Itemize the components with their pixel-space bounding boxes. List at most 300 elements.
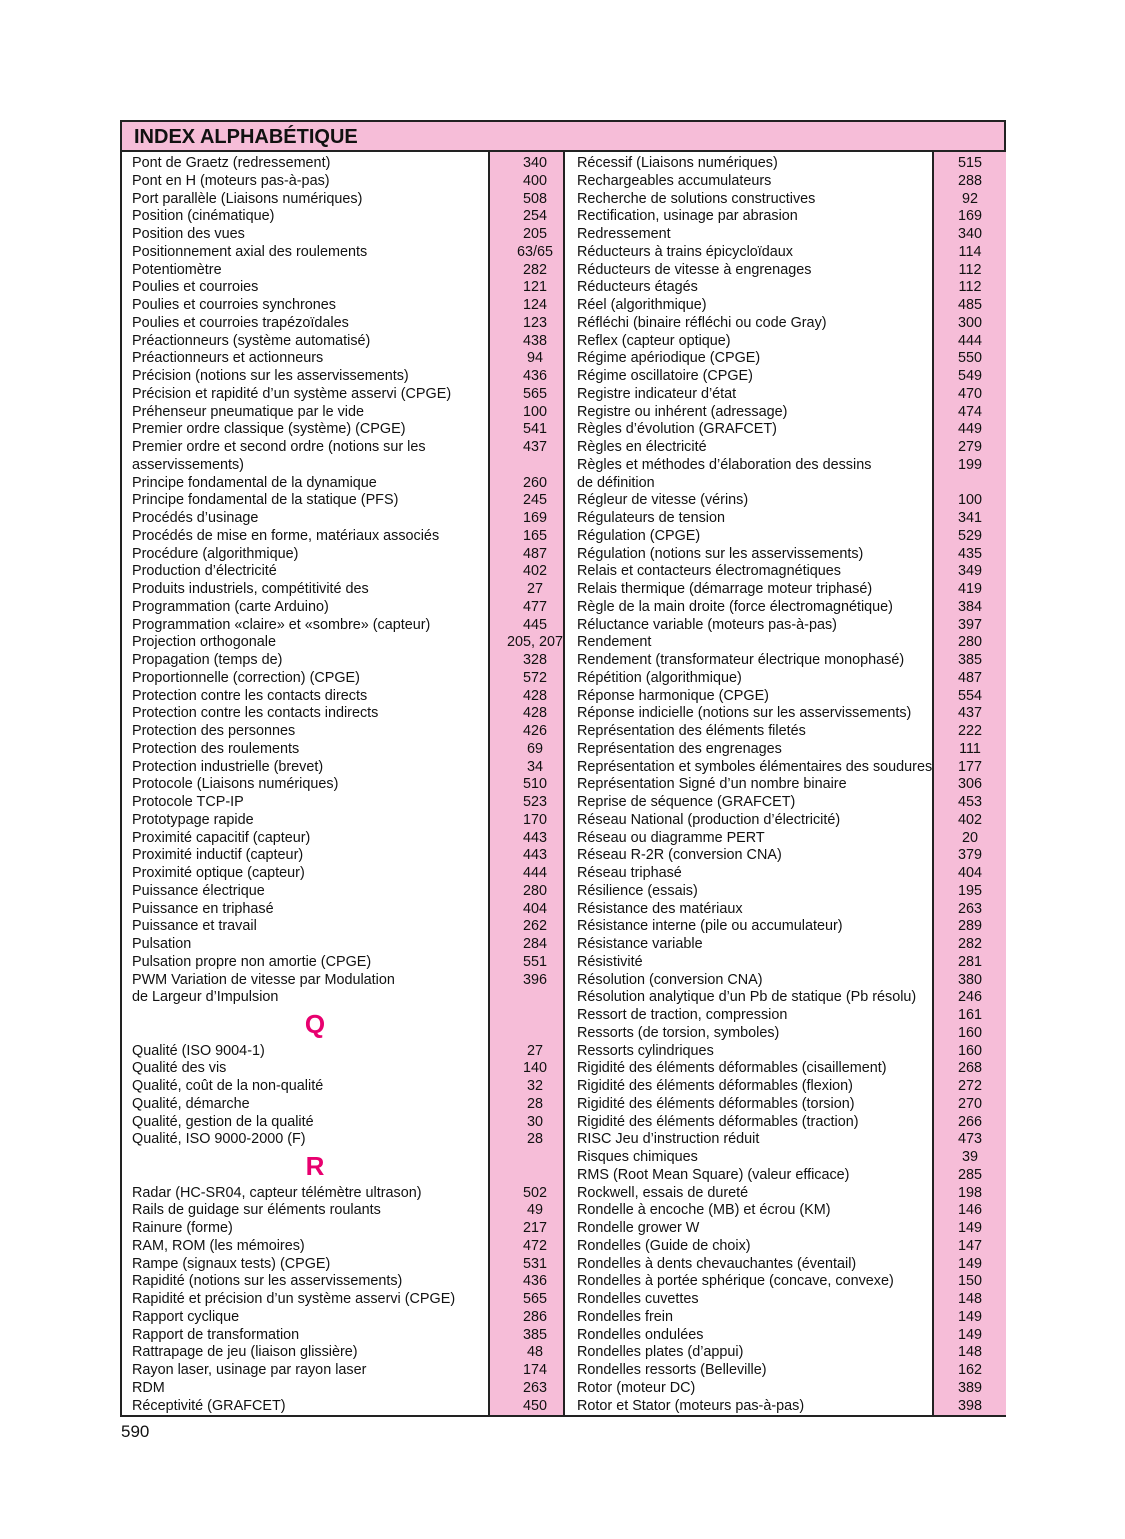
index-entry [132, 599, 571, 617]
entry-page: 349 [957, 563, 982, 580]
entry-page: 565 [522, 1291, 547, 1307]
index-entry [132, 1273, 571, 1291]
entry-term: Poulies et courroies synchrones [132, 297, 336, 313]
entry-page: 443 [522, 847, 547, 864]
entry-page: 147 [957, 1237, 982, 1254]
entry-term: Ressorts cylindriques [577, 1042, 714, 1059]
index-entry [132, 244, 571, 262]
entry-page: 30 [526, 1113, 543, 1130]
index-entry [577, 1327, 1006, 1345]
index-entry [132, 279, 571, 297]
index-entry [577, 492, 1006, 510]
index-entry [132, 1291, 571, 1309]
entry-term: Rigidité des éléments déformables (torsion) [577, 1095, 855, 1112]
entry-term: Puissance en triphasé [132, 900, 274, 917]
entry-term: Risques chimiques [577, 1149, 698, 1165]
entry-term: Règles et méthodes d’élaboration des dessins [577, 456, 872, 473]
entry-term: Projection orthogonale [132, 634, 277, 651]
entry-page: 149 [957, 1326, 982, 1343]
entry-term: RDM [132, 1379, 165, 1396]
index-entry [132, 1344, 571, 1362]
entry-page: 397 [957, 616, 982, 633]
entry-term: Positionnement axial des roulements [132, 243, 368, 260]
index-entry [132, 634, 571, 652]
entry-term: Règle de la main droite (force électromagnétique) [577, 598, 893, 615]
entry-page: 205 [522, 226, 547, 242]
index-entry [132, 759, 571, 777]
entry-term: Résistivité [577, 953, 643, 970]
entry-page: 27 [526, 1042, 543, 1059]
index-entry [132, 1256, 571, 1274]
entry-page: 487 [522, 545, 547, 562]
index-entry [577, 972, 1006, 990]
entry-term: Reprise de séquence (GRAFCET) [577, 794, 796, 810]
entry-page: 28 [526, 1131, 543, 1148]
entry-page: 450 [522, 1397, 547, 1414]
index-entry [132, 776, 571, 794]
index-entry [132, 155, 571, 173]
entry-term: Programmation (carte Arduino) [132, 598, 329, 615]
entry-page: 254 [522, 208, 547, 225]
left-column [132, 155, 571, 1415]
index-entry [132, 421, 571, 439]
entry-page: 426 [522, 723, 547, 739]
entry-term: RISC Jeu d’instruction réduit [577, 1131, 760, 1148]
entry-page: 260 [522, 474, 547, 491]
entry-term: Qualité, gestion de la qualité [132, 1113, 314, 1130]
entry-term: Rattrapage de jeu (liaison glissière) [132, 1344, 358, 1361]
entry-page: 279 [957, 439, 982, 455]
entry-term: Réseau ou diagramme PERT [577, 829, 765, 846]
entry-term: Précision (notions sur les asservissements) [132, 368, 409, 384]
index-entry [132, 1131, 571, 1149]
entry-page: 380 [957, 971, 982, 988]
index-entry [577, 1096, 1006, 1114]
entry-page: 245 [522, 492, 547, 509]
entry-page: 477 [522, 598, 547, 615]
entry-page: 389 [957, 1379, 982, 1396]
index-entry [577, 1256, 1006, 1274]
entry-page: 284 [522, 936, 547, 952]
entry-term: Régulation (notions sur les asservissements) [577, 545, 864, 562]
entry-term: Rails de guidage sur éléments roulants [132, 1202, 381, 1219]
entry-term: RMS (Root Mean Square) (valeur efficace) [577, 1166, 850, 1183]
index-entry [132, 901, 571, 919]
index-entry [577, 1309, 1006, 1327]
entry-page: 444 [522, 865, 547, 881]
entry-term: Ressorts (de torsion, symboles) [577, 1024, 780, 1041]
entry-term: Régulateurs de tension [577, 510, 726, 526]
index-entry [577, 421, 1006, 439]
index-entry [577, 1291, 1006, 1309]
entry-term: Répétition (algorithmique) [577, 669, 742, 686]
index-entry [132, 741, 571, 759]
entry-term: Résolution (conversion CNA) [577, 971, 763, 988]
index-entry [132, 954, 571, 972]
entry-term: Principe fondamental de la dynamique [132, 474, 377, 491]
entry-page: 205, 207 [506, 634, 564, 651]
entry-page: 523 [522, 794, 547, 810]
index-entry [577, 954, 1006, 972]
index-entry [132, 1060, 571, 1078]
entry-page: 341 [957, 510, 982, 526]
entry-term: Récessif (Liaisons numériques) [577, 155, 778, 171]
entry-page: 286 [522, 1308, 547, 1325]
entry-page: 34 [526, 758, 543, 775]
index-entry [132, 1096, 571, 1114]
index-entry [577, 1131, 1006, 1149]
entry-term: Réel (algorithmique) [577, 297, 707, 313]
entry-term: RAM, ROM (les mémoires) [132, 1237, 305, 1254]
entry-page: 262 [522, 918, 547, 935]
index-entry [577, 439, 1006, 457]
entry-term: Rondelle à encoche (MB) et écrou (KM) [577, 1202, 831, 1219]
entry-term: Registre indicateur d’état [577, 385, 737, 402]
index-entry [577, 918, 1006, 936]
entry-term: Pulsation propre non amortie (CPGE) [132, 953, 372, 970]
index-entry [132, 563, 571, 581]
entry-term: Pont en H (moteurs pas-à-pas) [132, 172, 330, 189]
entry-page: 162 [957, 1362, 982, 1378]
entry-term: Rondelle grower W [577, 1220, 700, 1236]
entry-term: Résistance des matériaux [577, 900, 743, 917]
entry-page: 384 [957, 598, 982, 615]
entry-page: 402 [957, 811, 982, 828]
entry-term: Rechargeables accumulateurs [577, 172, 772, 189]
entry-term: Résilience (essais) [577, 882, 698, 899]
entry-term: Précision et rapidité d’un système asservi (CPGE) [132, 385, 452, 402]
index-entry [577, 1362, 1006, 1380]
index-entry [577, 794, 1006, 812]
entry-page: 508 [522, 190, 547, 207]
entry-term: Rigidité des éléments déformables (cisaillement) [577, 1060, 887, 1077]
entry-term: Puissance et travail [132, 918, 257, 935]
index-entry [577, 1025, 1006, 1043]
entry-term: Résistance interne (pile ou accumulateur) [577, 918, 843, 935]
entry-term: Représentation et symboles élémentaires des soudures [577, 758, 933, 775]
index-entry [132, 883, 571, 901]
index-entry [577, 226, 1006, 244]
entry-term: Procédés de mise en forme, matériaux associés [132, 527, 440, 544]
entry-page: 328 [522, 652, 547, 668]
entry-page: 438 [522, 332, 547, 349]
section-letter: Q [304, 1009, 326, 1039]
entry-term: Protocole TCP-IP [132, 794, 244, 810]
index-entry [577, 457, 1006, 475]
entry-term: Proximité capacitif (capteur) [132, 829, 311, 846]
entry-term: de définition [577, 474, 655, 491]
index-entry [132, 191, 571, 209]
index-entry [577, 776, 1006, 794]
entry-page: 27 [526, 581, 543, 597]
index-entry [132, 794, 571, 812]
index-entry [132, 865, 571, 883]
entry-term: Poulies et courroies [132, 279, 259, 296]
index-entry [132, 404, 571, 422]
entry-term: Pont de Graetz (redressement) [132, 155, 331, 171]
entry-term: Rondelles frein [577, 1308, 673, 1325]
entry-term: Rondelles ondulées [577, 1326, 704, 1343]
entry-page: 398 [957, 1397, 982, 1414]
entry-page: 404 [522, 900, 547, 917]
entry-term: asservissements) [132, 456, 244, 473]
index-entry [132, 368, 571, 386]
index-entry [577, 705, 1006, 723]
entry-term: Relais thermique (démarrage moteur triphasé) [577, 581, 873, 597]
entry-page: 149 [957, 1220, 982, 1236]
index-entry [132, 226, 571, 244]
entry-term: Poulies et courroies trapézoïdales [132, 314, 349, 331]
index-entry [577, 208, 1006, 226]
index-entry [577, 865, 1006, 883]
entry-page: 20 [961, 829, 978, 846]
entry-term: Radar (HC-SR04, capteur télémètre ultrason) [132, 1184, 422, 1201]
index-entry [132, 510, 571, 528]
index-entry [132, 830, 571, 848]
entry-term: Premier ordre classique (système) (CPGE) [132, 421, 406, 438]
entry-term: Rotor (moteur DC) [577, 1379, 696, 1396]
entry-term: Propagation (temps de) [132, 652, 283, 668]
entry-term: Préhenseur pneumatique par le vide [132, 403, 364, 420]
index-entry [132, 350, 571, 368]
index-entry [132, 723, 571, 741]
entry-page: 300 [957, 314, 982, 331]
entry-term: Régulation (CPGE) [577, 527, 701, 544]
entry-page: 529 [957, 527, 982, 544]
index-entry [577, 634, 1006, 652]
entry-page: 437 [522, 439, 547, 455]
index-entry [132, 1043, 571, 1061]
entry-term: Qualité, ISO 9000-2000 (F) [132, 1131, 306, 1148]
index-entry [577, 1344, 1006, 1362]
entry-page: 124 [522, 297, 547, 313]
entry-page: 470 [957, 385, 982, 402]
entry-page: 170 [522, 811, 547, 828]
entry-page: 474 [957, 403, 982, 420]
entry-page: 198 [957, 1184, 982, 1201]
entry-term: Rectification, usinage par abrasion [577, 208, 798, 225]
index-entry [577, 528, 1006, 546]
entry-term: Rapport cyclique [132, 1308, 240, 1325]
entry-term: Rapidité (notions sur les asservissements) [132, 1273, 403, 1290]
entry-term: Réseau R-2R (conversion CNA) [577, 847, 782, 864]
entry-page: 160 [957, 1024, 982, 1041]
entry-page: 100 [522, 403, 547, 420]
entry-page: 281 [957, 953, 982, 970]
entry-page: 472 [522, 1237, 547, 1254]
entry-page: 112 [958, 261, 982, 278]
entry-page: 177 [957, 758, 982, 775]
entry-page: 551 [522, 953, 547, 970]
entry-page: 502 [522, 1184, 547, 1201]
entry-term: Relais et contacteurs électromagnétiques [577, 563, 841, 580]
entry-page: 531 [522, 1255, 547, 1272]
entry-term: Proximité optique (capteur) [132, 865, 305, 881]
index-entry [577, 244, 1006, 262]
entry-page: 263 [957, 900, 982, 917]
entry-page: 165 [522, 527, 547, 544]
index-entry [577, 1007, 1006, 1025]
entry-page: 161 [957, 1007, 982, 1023]
right-column [577, 155, 1006, 1415]
entry-page: 550 [957, 350, 982, 367]
entry-term: Prototypage rapide [132, 811, 254, 828]
entry-page: 114 [958, 243, 982, 260]
entry-page: 289 [957, 918, 982, 935]
index-columns [122, 152, 1004, 1415]
entry-term: Rendement [577, 634, 652, 651]
entry-page: 49 [526, 1202, 543, 1219]
entry-page: 149 [957, 1308, 982, 1325]
entry-term: Rendement (transformateur électrique monophasé) [577, 652, 905, 668]
entry-term: Rapport de transformation [132, 1326, 300, 1343]
entry-term: Qualité, coût de la non-qualité [132, 1078, 324, 1094]
index-entry [132, 457, 571, 475]
entry-term: Règles en électricité [577, 439, 707, 455]
index-entry [132, 386, 571, 404]
entry-page: 272 [957, 1078, 982, 1094]
page-number: 590 [121, 1422, 150, 1441]
entry-term: Rondelles plates (d’appui) [577, 1344, 744, 1361]
index-entry [132, 1309, 571, 1327]
index-entry [132, 1202, 571, 1220]
entry-page: 174 [522, 1362, 547, 1378]
index-entry [132, 315, 571, 333]
entry-page: 268 [957, 1060, 982, 1077]
entry-page: 140 [522, 1060, 547, 1077]
entry-term: Représentation des engrenages [577, 740, 782, 757]
entry-term: Protocole (Liaisons numériques) [132, 776, 339, 793]
entry-page: 549 [957, 368, 982, 384]
entry-page: 487 [957, 669, 982, 686]
entry-page: 160 [957, 1042, 982, 1059]
index-entry [577, 1220, 1006, 1238]
entry-page: 148 [957, 1291, 982, 1307]
entry-page: 565 [522, 385, 547, 402]
entry-page: 94 [526, 350, 543, 367]
index-entry [132, 918, 571, 936]
entry-page: 32 [526, 1078, 543, 1094]
entry-term: Préactionneurs et actionneurs [132, 350, 324, 367]
index-entry [132, 208, 571, 226]
entry-page: 282 [957, 936, 982, 952]
entry-term: Protection industrielle (brevet) [132, 758, 324, 775]
entry-term: Potentiomètre [132, 261, 222, 278]
entry-term: Préactionneurs (système automatisé) [132, 332, 371, 349]
entry-page: 443 [522, 829, 547, 846]
index-entry [132, 1078, 571, 1096]
index-entry [577, 404, 1006, 422]
index-entry [577, 936, 1006, 954]
index-entry [132, 546, 571, 564]
entry-page: 436 [522, 1273, 547, 1290]
entry-page: 48 [526, 1344, 543, 1361]
entry-page: 69 [526, 740, 543, 757]
index-entry [577, 652, 1006, 670]
entry-term: Résistance variable [577, 936, 703, 952]
entry-term: Protection des roulements [132, 740, 300, 757]
entry-term: Rockwell, essais de dureté [577, 1184, 749, 1201]
entry-page [499, 457, 571, 475]
index-entry [577, 368, 1006, 386]
entry-term: Rainure (forme) [132, 1220, 233, 1236]
index-entry [577, 830, 1006, 848]
entry-page: 112 [958, 279, 982, 296]
index-entry [132, 617, 571, 635]
entry-page: 402 [522, 563, 547, 580]
entry-term: Rayon laser, usinage par rayon laser [132, 1362, 367, 1378]
entry-page: 385 [957, 652, 982, 668]
entry-term: Réducteurs de vitesse à engrenages [577, 261, 812, 278]
entry-page: 485 [957, 297, 982, 313]
index-entry [577, 386, 1006, 404]
entry-term: Rondelles à dents chevauchantes (éventail) [577, 1255, 857, 1272]
entry-page: 39 [961, 1149, 978, 1165]
entry-term: Registre ou inhérent (adressage) [577, 403, 788, 420]
index-entry [132, 847, 571, 865]
entry-term: Procédés d’usinage [132, 510, 259, 526]
index-entry [132, 1327, 571, 1345]
entry-page: 150 [957, 1273, 982, 1290]
entry-page: 199 [957, 456, 982, 473]
index-entry [132, 989, 571, 1007]
index-entry [132, 333, 571, 351]
index-entry [577, 1167, 1006, 1185]
index-entry [577, 297, 1006, 315]
index-entry [577, 617, 1006, 635]
entry-page: 554 [957, 687, 982, 704]
index-entry [132, 439, 571, 457]
index-entry [132, 1238, 571, 1256]
index-title: INDEX ALPHABÉTIQUE [122, 122, 1004, 152]
entry-term: Rotor et Stator (moteurs pas-à-pas) [577, 1397, 805, 1414]
entry-term: Port parallèle (Liaisons numériques) [132, 190, 363, 207]
index-entry [132, 173, 571, 191]
index-entry [577, 475, 1006, 493]
entry-page: 541 [522, 421, 547, 438]
index-entry [132, 528, 571, 546]
entry-term: Protection contre les contacts directs [132, 687, 368, 704]
index-entry [577, 315, 1006, 333]
index-entry [577, 191, 1006, 209]
index-entry [132, 262, 571, 280]
entry-page: 28 [526, 1095, 543, 1112]
entry-page: 449 [957, 421, 982, 438]
index-entry [577, 546, 1006, 564]
entry-term: Rondelles cuvettes [577, 1291, 699, 1307]
index-entry [132, 1362, 571, 1380]
entry-page: 428 [522, 705, 547, 722]
entry-term: Rigidité des éléments déformables (flexion) [577, 1078, 853, 1094]
entry-page: 340 [957, 226, 982, 242]
entry-term: Rondelles à portée sphérique (concave, convexe) [577, 1273, 894, 1290]
entry-term: Rondelles ressorts (Belleville) [577, 1362, 767, 1378]
index-entry [132, 581, 571, 599]
entry-term: Position des vues [132, 226, 245, 242]
entry-term: Qualité, démarche [132, 1095, 250, 1112]
entry-term: Qualité (ISO 9004-1) [132, 1042, 265, 1059]
entry-term: Réducteurs étagés [577, 279, 698, 296]
entry-term: Protection des personnes [132, 723, 296, 739]
index-entry [132, 705, 571, 723]
index-entry [132, 812, 571, 830]
entry-page: 149 [957, 1255, 982, 1272]
entry-term: Régleur de vitesse (vérins) [577, 492, 749, 509]
entry-term: Protection contre les contacts indirects [132, 705, 379, 722]
entry-page: 222 [957, 723, 982, 739]
entry-page: 123 [522, 314, 547, 331]
index-entry [132, 1380, 571, 1398]
